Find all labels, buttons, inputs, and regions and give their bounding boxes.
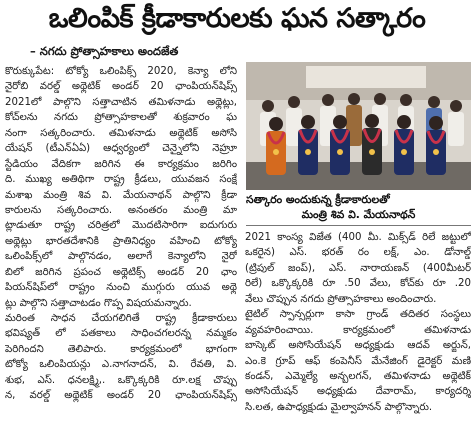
article-line: రిలే) ఒక్కొక్కరికి రూ .50 వేలు, కోచ్‌కు రూ .20 bbox=[245, 278, 471, 290]
article-line: ట్లాడుతూ రాష్ట్ర చరిత్రలో మొదటిసారిగా ఐదుగురు bbox=[5, 220, 237, 232]
article-line: ఒకరైన) ఎస్. భరత్ ‌రం ల‌క్ష్‌, ఎం. డోనాల్డ్ bbox=[245, 247, 471, 259]
ceremony-photo-illustration bbox=[246, 62, 471, 190]
article-line: కారులను సత్కరించారు. అనంతరం మంత్రి మా bbox=[5, 204, 237, 216]
article-line: బాస్కెట్ అసోసియేషన్ అధ్యక్షుడు ఆదవ్ అర్జున్, bbox=[245, 340, 471, 352]
article-body-right bbox=[245, 230, 471, 415]
article-photo bbox=[246, 62, 471, 190]
article-line: ఒలింపిక్స్‌లో పాల్గొనడం, అలాగే కెన్యాలోని నైరో bbox=[5, 251, 237, 263]
article-line: ఎం.కె గ్రూప్ ఆఫ్ కంపెనీస్ మేనేజింగ్ డైరెక్టర్ మణి bbox=[245, 355, 471, 367]
article-line: టోక్యో ఒలింపియన్లు ఎ.నాగనాదన్, వి. రేవతి, వి. bbox=[5, 359, 237, 371]
article-line: కొరుక్కుపేట: టోక్యో ఒలింపిక్స్ 2020, కెన్యా లోని bbox=[5, 66, 237, 77]
article-line: వేలు చొప్పున నగదు ప్రోత్సాహకాలు అందించారు. bbox=[245, 293, 437, 305]
article-line: కోచ్‌లను నగదు ప్రోత్సాహకాలతో శుక్రవారం ఘ bbox=[5, 112, 237, 124]
article-line: బిలో జరిగిన ప్రపంచ అథ్లెటిక్స్ అండర్ 20 ఛాం bbox=[5, 266, 237, 278]
article-line: సి.లత, ఉపాధ్యక్షుడు మైల్వాహనన్ పాల్గొన్నారు. bbox=[245, 401, 433, 413]
article-line: 2021లో పాల్గొని సత్తాచాటిన తమిళనాడు అథ్లెట్లు, bbox=[5, 96, 237, 108]
article-line: కండన్, ఎమ్మెల్యే అన్బలగన్, తమిళనాడు అథ్లెటిక్ bbox=[245, 370, 471, 382]
photo-caption-line-2: మంత్రి శివ వి. మేయనాథన్ bbox=[301, 208, 416, 221]
article-line: యేషన్ (టీఎన్‌ఏఏ) ఆధ్వర్యంలో చెన్నైలోని నెహ్రూ bbox=[5, 143, 237, 155]
article-line: పెరిగిందని తెలిపారు. కార్యక్రమంలో భాగంగా bbox=[5, 343, 237, 355]
photo-caption-line-1: సత్కారం అందుకున్న క్రీడాకారులతో bbox=[246, 193, 390, 206]
photo-caption bbox=[246, 192, 471, 222]
article-line: ట్లు పాల్గొని సత్తాచాటడం గొప్ప విషయమన్నారు. bbox=[5, 297, 192, 309]
article-line: నైరోబి వరల్డ్ అథ్లెటిక్ అండర్ 20 ఛాంపియన్‌షిప్స్ bbox=[5, 81, 237, 93]
article-line: ది. ముఖ్య అతిథిగా రాష్ట్ర క్రీడలు, యువజన సంక్షే bbox=[5, 174, 237, 186]
article-line: స్టేడియం వేదికగా జరిగిన ఈ కార్యక్రమం జరిగిం bbox=[5, 158, 237, 170]
article-line: అథ్లెట్లు భారతదేశానికి ప్రాతినిధ్యం వహించి టోక్యో bbox=[5, 235, 237, 247]
article-line: శుభ, ఎస్. ధనలక్ష్మి,. ఒక్కొక్కరికి రూ.లక్ష చొప్పు bbox=[5, 374, 237, 386]
article-line: మరింత సాధన చేయగలిగితే రాష్ట్ర క్రీడాకారులు bbox=[5, 313, 237, 324]
article-line: టైటిల్ స్పాన్సర్లుగా కాసా గ్రాండ్ తదితర సంస్థలు bbox=[245, 309, 471, 321]
subheadline: – నగదు ప్రోత్సాహకాలు అందజేత bbox=[30, 44, 179, 58]
caption-divider bbox=[246, 225, 471, 226]
article-line: పియన్‌షిప్‌లో రాష్ట్రం నుంచి ముగ్గురు యువ అథ్లె bbox=[5, 282, 237, 294]
article-column-left bbox=[5, 64, 237, 444]
article-line: నంగా సత్కరించారు. తమిళనాడు అథ్లెటిక్ అసోసి bbox=[5, 127, 237, 139]
article-line: న, వరల్డ్ అథ్లెటిక్ అండర్ 20 ఛాంపియన్‌షిప్స్ bbox=[5, 390, 237, 402]
article-body-left bbox=[5, 64, 237, 404]
article-line: వ్యవహరించాయి. కార్యక్రమంలో తమిళనాడు bbox=[245, 324, 471, 336]
article-column-right bbox=[245, 230, 471, 444]
article-line: (ట్రిపుల్ జంప్), ఎస్. నారాయణన్ (400మీటర్ bbox=[245, 262, 471, 274]
headline: ఒలింపిక్ క్రీడాకారులకు ఘన సత్కారం bbox=[48, 3, 426, 34]
article-line: భవిష్యత్ లో పతకాలు సాధించగలరన్న నమ్మకం bbox=[5, 328, 237, 340]
article-line: మశాఖ మంత్రి శివ వి. మేయనాథన్ పాల్గొని క్రీడా bbox=[5, 189, 237, 201]
article-line: అసోసియేషన్ అధ్యక్షుడు దేవారామ్, కార్యదర్శి bbox=[245, 386, 471, 398]
article-line: 2021 కాంస్య విజేత (400 మీ. మిక్స్‌డ్ రిలే జట్టులో bbox=[245, 232, 471, 243]
